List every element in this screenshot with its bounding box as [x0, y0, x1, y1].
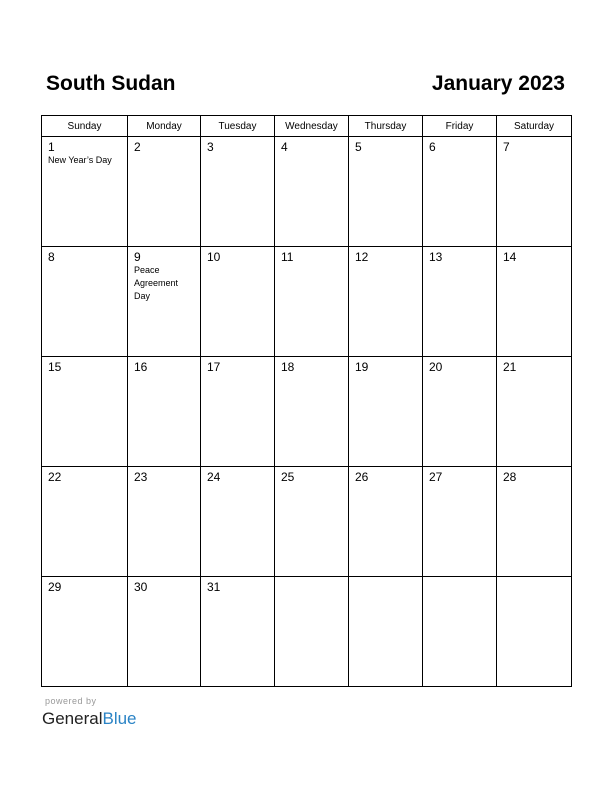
day-cell: [42, 467, 128, 577]
brand-name-blue: Blue: [102, 709, 137, 728]
day-number: 12: [355, 250, 369, 264]
day-cell: [423, 357, 497, 467]
day-cell: [349, 577, 423, 687]
weekday-wednesday: Wednesday: [275, 116, 349, 137]
day-number: 24: [207, 470, 221, 484]
week-row: [42, 467, 572, 577]
day-cell: [423, 137, 497, 247]
day-number: 20: [429, 360, 443, 374]
day-cell: [423, 467, 497, 577]
day-number: 28: [503, 470, 517, 484]
day-number: 13: [429, 250, 443, 264]
day-cell: [128, 137, 201, 247]
day-cell: [497, 247, 572, 357]
day-number: [497, 577, 571, 580]
weekday-saturday: Saturday: [497, 116, 572, 137]
day-number: 27: [429, 470, 443, 484]
day-number: 26: [355, 470, 369, 484]
week-row: [42, 247, 572, 357]
day-number: 30: [134, 580, 148, 594]
weekday-tuesday: Tuesday: [201, 116, 275, 137]
weekday-thursday: Thursday: [349, 116, 423, 137]
weekday-sunday: Sunday: [42, 116, 128, 137]
day-cell: [497, 577, 572, 687]
day-number: 17: [207, 360, 221, 374]
day-number: 15: [48, 360, 62, 374]
day-number: 10: [207, 250, 221, 264]
day-cell: [42, 247, 128, 357]
day-number: 1: [48, 140, 55, 154]
brand-name-general: General: [42, 709, 103, 728]
day-cell: [349, 137, 423, 247]
day-cell: [201, 137, 275, 247]
day-cell: [275, 357, 349, 467]
day-cell: [42, 137, 128, 247]
day-number: 14: [503, 250, 517, 264]
footer-branding: [42, 696, 137, 729]
day-cell: [275, 467, 349, 577]
day-cell: [128, 467, 201, 577]
day-cell: [275, 137, 349, 247]
day-number: [423, 577, 496, 580]
day-cell: [349, 357, 423, 467]
holiday-label: New Year’s Day: [48, 155, 112, 165]
country-title: South Sudan: [46, 72, 176, 95]
day-cell: [497, 137, 572, 247]
calendar-grid: [41, 115, 572, 687]
day-cell: [128, 357, 201, 467]
day-number: 7: [503, 140, 510, 154]
day-number: 21: [503, 360, 517, 374]
powered-by-label: powered by: [45, 696, 97, 706]
day-number: 29: [48, 580, 62, 594]
day-cell: [128, 247, 201, 357]
day-number: 2: [134, 140, 141, 154]
day-cell: [275, 577, 349, 687]
day-cell: [423, 577, 497, 687]
day-cell: [275, 247, 349, 357]
day-number: 4: [281, 140, 288, 154]
day-cell: [42, 357, 128, 467]
day-number: 22: [48, 470, 62, 484]
generalblue-logo[interactable]: [42, 709, 137, 729]
weekday-monday: Monday: [128, 116, 201, 137]
weekday-header-row: [42, 116, 572, 137]
day-cell: [201, 357, 275, 467]
week-row: [42, 577, 572, 687]
weekday-friday: Friday: [423, 116, 497, 137]
day-number: 8: [48, 250, 55, 264]
day-cell: [349, 247, 423, 357]
day-cell: [349, 467, 423, 577]
day-cell: [201, 577, 275, 687]
day-number: 3: [207, 140, 214, 154]
day-number: 19: [355, 360, 369, 374]
week-row: [42, 357, 572, 467]
day-number: 11: [281, 250, 294, 264]
day-number: [275, 577, 348, 580]
day-number: 25: [281, 470, 295, 484]
day-cell: [423, 247, 497, 357]
day-number: 18: [281, 360, 295, 374]
day-number: 9: [134, 250, 141, 264]
day-number: 5: [355, 140, 362, 154]
holiday-label: Peace Agreement Day: [134, 265, 179, 301]
day-number: 16: [134, 360, 148, 374]
week-row: [42, 137, 572, 247]
day-cell: [497, 467, 572, 577]
month-year-title: January 2023: [431, 72, 565, 95]
day-number: 31: [207, 580, 221, 594]
day-cell: [201, 467, 275, 577]
day-number: 23: [134, 470, 148, 484]
day-cell: [128, 577, 201, 687]
day-number: [349, 577, 422, 580]
day-cell: [201, 247, 275, 357]
day-number: 6: [429, 140, 436, 154]
day-cell: [497, 357, 572, 467]
day-cell: [42, 577, 128, 687]
